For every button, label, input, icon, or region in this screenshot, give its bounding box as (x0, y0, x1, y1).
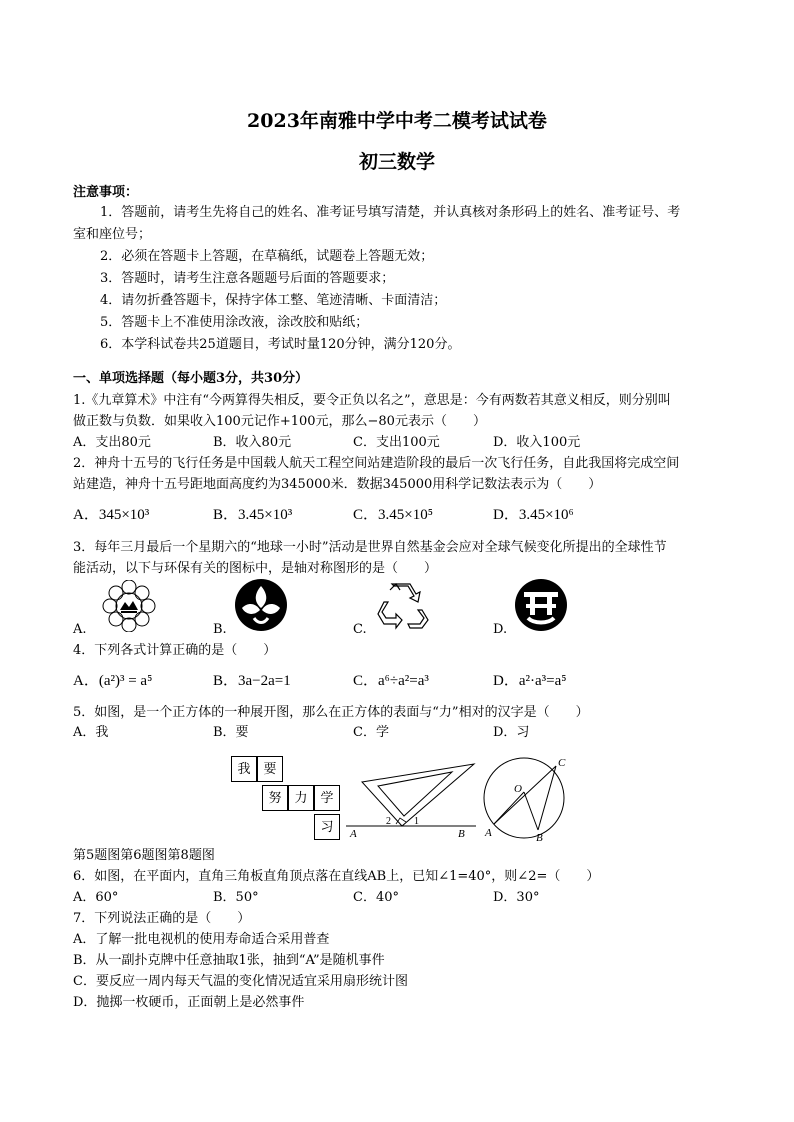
point-a-label: A (350, 828, 357, 840)
net-cell: 努 (262, 785, 288, 811)
q1-option-d: D．收入100元 (493, 435, 581, 450)
flower-emblem-icon (94, 580, 164, 632)
point-b-label: B (458, 828, 465, 840)
exam-subtitle: 初三数学 (358, 151, 435, 173)
q7-option-d: D．抛掷一枚硬币，正面朝上是必然事件 (73, 995, 305, 1010)
question-2-text: 站建造，神舟十五号距地面高度约为345000米．数据345000用科学记数法表示为（ ） (73, 477, 602, 492)
q1-option-b: B．收入80元 (213, 435, 292, 450)
note-item: 室和座位号； (73, 227, 152, 242)
q5-option-d: D．习 (493, 725, 530, 740)
question-4-text: 4．下列各式计算正确的是（ ） (73, 643, 277, 658)
leaf-emblem-icon (234, 578, 288, 632)
note-item: 1．答题前，请考生先将自己的姓名、准考证号填写清楚，并认真核对条形码上的姓名、准考证号、考 (100, 205, 681, 220)
circle-point-a: A (485, 827, 492, 839)
set-square-figure (344, 760, 480, 840)
q2-option-d: D．3.45×10⁶ (493, 507, 574, 523)
q5-option-c: C．学 (353, 725, 389, 740)
q2-option-c: C．3.45×10⁵ (353, 507, 433, 523)
angle-2-label: 2 (386, 816, 391, 827)
q5-option-b: B．要 (213, 725, 249, 740)
note-item: 4．请勿折叠答题卡，保持字体工整、笔迹清晰、卡面清洁； (100, 293, 447, 308)
q3-option-b: B. (213, 622, 227, 637)
net-cell: 习 (314, 814, 340, 840)
q7-option-b: B．从一副扑克牌中任意抽取1张，抽到“A”是随机事件 (73, 953, 385, 968)
question-7-text: 7．下列说法正确的是（ ） (73, 911, 251, 926)
note-item: 6．本学科试卷共25道题目，考试时量120分钟，满分120分。 (100, 337, 461, 352)
q3-option-d: D. (493, 622, 508, 637)
q1-option-c: C．支出100元 (353, 435, 440, 450)
q4-option-c: C．a⁶÷a²=a³ (353, 673, 429, 689)
question-5-text: 5．如图，是一个正方体的一种展开图，那么在正方体的表面与“力”相对的汉字是（ ） (73, 705, 589, 720)
emblem-icon (514, 578, 568, 632)
q3-option-a: A. (73, 622, 87, 637)
note-item: 5．答题卡上不准使用涂改液，涂改胶和贴纸； (100, 315, 369, 330)
question-6-text: 6．如图，在平面内，直角三角板直角顶点落在直线AB上，已知∠1=40°，则∠2=（ ） (73, 869, 600, 884)
exam-title: 2023年南雅中学中考二模考试试卷 (247, 110, 547, 132)
circle-point-c: C (558, 757, 566, 769)
figure-captions: 第5题图第6题图第8题图 (73, 848, 215, 863)
note-item: 3．答题时，请考生注意各题题号后面的答题要求； (100, 271, 395, 286)
q2-option-b: B．3.45×10³ (213, 507, 293, 523)
circle-point-b: B (536, 832, 543, 842)
q4-option-d: D．a²·a³=a⁵ (493, 673, 567, 689)
net-cell: 力 (288, 785, 314, 811)
net-cell: 学 (314, 785, 340, 811)
circle-figure (478, 752, 574, 842)
note-item: 2．必须在答题卡上答题，在草稿纸，试题卷上答题无效； (100, 249, 434, 264)
q6-option-c: C．40° (353, 890, 399, 905)
section-heading: 一、单项选择题（每小题3分，共30分） (73, 371, 309, 386)
q7-option-c: C．要反应一周内每天气温的变化情况适宜采用扇形统计图 (73, 974, 408, 989)
question-2-text: 2．神舟十五号的飞行任务是中国载人航天工程空间站建造阶段的最后一次飞行任务，自此我国将完成空间 (73, 456, 680, 471)
q1-option-a: A．支出80元 (73, 435, 151, 450)
q6-option-a: A．60° (73, 890, 119, 905)
q6-option-d: D．30° (493, 890, 540, 905)
net-cell: 我 (231, 756, 257, 782)
circle-center-o: O (514, 783, 522, 795)
question-1-text: 做正数与负数．如果收入100元记作+100元，那么−80元表示（ ） (73, 414, 486, 429)
question-1-text: 1.《九章算术》中注有“今两算得失相反，要令正负以名之”，意思是：今有两数若其意义相反，则分别叫 (73, 393, 671, 408)
q4-option-b: B．3a−2a=1 (213, 673, 291, 689)
q3-option-c: C. (353, 622, 367, 637)
question-3-text: 3．每年三月最后一个星期六的“地球一小时”活动是世界自然基金会应对全球气候变化所提出的全球性节 (73, 540, 667, 555)
q4-option-a: A．(a²)³ = a⁵ (73, 673, 153, 689)
recycle-icon (374, 580, 430, 632)
angle-1-label: 1 (414, 816, 419, 827)
notes-heading: 注意事项： (73, 185, 139, 200)
q7-option-a: A．了解一批电视机的使用寿命适合采用普查 (73, 932, 330, 947)
q5-option-a: A．我 (73, 725, 109, 740)
question-3-text: 能活动，以下与环保有关的图标中，是轴对称图形的是（ ） (73, 561, 438, 576)
q6-option-b: B．50° (213, 890, 259, 905)
q2-option-a: A．345×10³ (73, 507, 150, 523)
net-cell: 要 (257, 756, 283, 782)
